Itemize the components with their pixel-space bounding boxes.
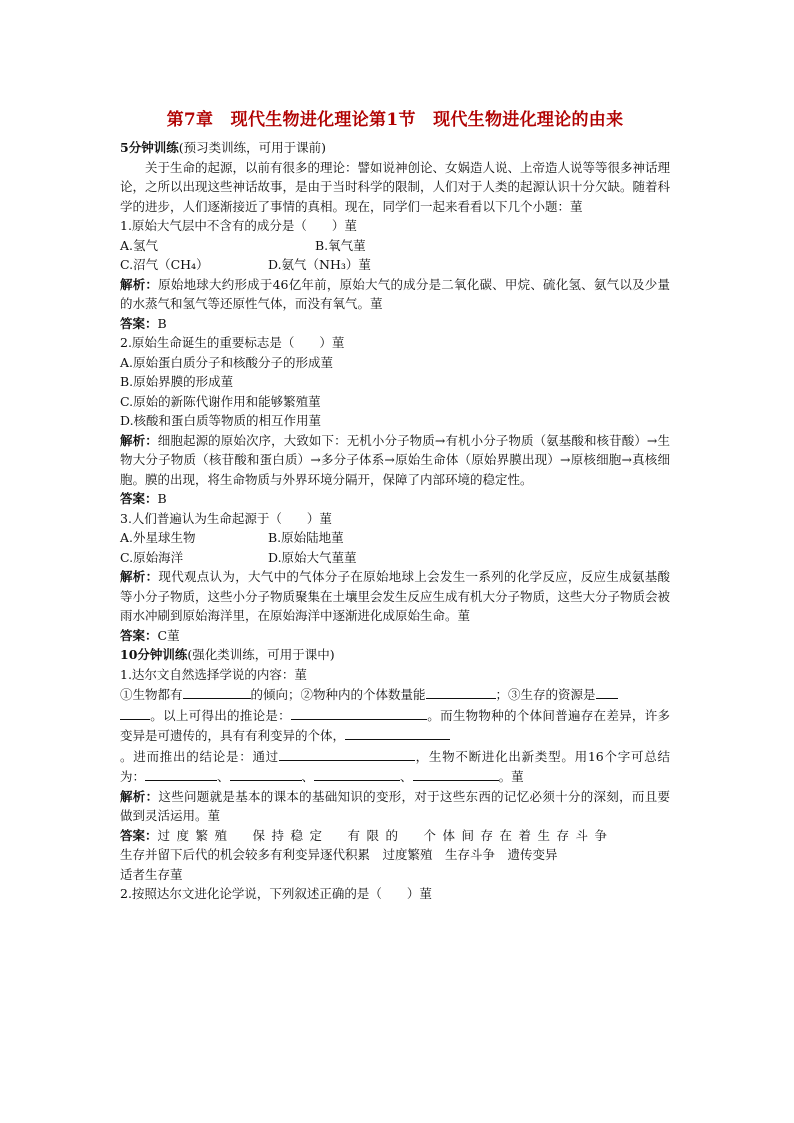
section-heading-5min: [120, 138, 670, 158]
answer-blank[interactable]: [145, 766, 217, 781]
fill-text: 的倾向；②物种内的个体数量能: [250, 687, 426, 702]
answer-text: B: [157, 491, 167, 506]
fill-text: ，生物不断进化出新类型。用16个字可总结为：: [120, 748, 670, 784]
question-3-analysis: [120, 567, 670, 626]
question-3-options-row1: [120, 528, 670, 548]
analysis-text: 这些问题就是基本的课本的基础知识的变形，对于这些东西的记忆必须十分的深刻，而且要做到灵活运用。菫: [120, 788, 670, 823]
section-subtitle: (强化类训练，可用于课中): [187, 647, 335, 662]
fill-text: 、: [301, 769, 315, 784]
section-subtitle: (预习类训练，可用于课前): [178, 140, 326, 155]
question-2-answer: [120, 489, 670, 509]
question-3-options-row2: [120, 548, 670, 568]
answer-label: 答案：: [120, 315, 158, 331]
answer-blank[interactable]: [183, 684, 251, 699]
option-d: D.原始大气菫菫: [268, 549, 357, 565]
analysis-label: 解析：: [120, 569, 159, 584]
answer-blank[interactable]: [120, 705, 150, 720]
question-1-analysis: [120, 275, 670, 314]
section-label: 5分钟训练: [120, 140, 179, 155]
fill-text: 。进而推出的结论是：通过: [120, 748, 279, 764]
answer-blank[interactable]: [345, 725, 450, 740]
option-b: B.原始陆地菫: [268, 530, 344, 545]
section-label: 10分钟训练: [120, 647, 188, 662]
fill-text: 、: [400, 769, 413, 784]
answer-text: C菫: [157, 627, 180, 643]
answer-blank[interactable]: [291, 705, 427, 720]
answer-label: 答案：: [120, 627, 158, 643]
question-4-stem: 1.达尔文自然选择学说的内容：菫: [120, 666, 307, 682]
analysis-label: 解析：: [120, 276, 159, 292]
analysis-text: 细胞起源的原始次序，大致如下：无机小分子物质→有机小分子物质（氨基酸和核苷酸）→生物大分子物质（核苷酸和蛋白质）→多分子体系→原始生命体（原始界膜出现）→原核细胞→真核细胞。膜的出现，将生命物质与外界环境分隔开，保障了内部环境的稳定性。: [120, 432, 670, 487]
option-d: D.核酸和蛋白质等物质的相互作用菫: [120, 413, 322, 428]
answer-label: 答案：: [120, 827, 158, 843]
question-4-fill-in: [120, 684, 670, 787]
analysis-label: 解析：: [120, 788, 159, 804]
option-b: B.氧气菫: [315, 237, 366, 253]
page-title: 第7章 现代生物进化理论第1节 现代生物进化理论的由来: [166, 110, 624, 130]
option-c: C.原始的新陈代谢作用和能够繁殖菫: [120, 393, 321, 409]
fill-text: ①生物都有: [120, 687, 183, 702]
option-a: A.外星球生物: [120, 530, 196, 545]
question-1-options-row1: [120, 236, 670, 256]
question-1-options-row2: [120, 255, 670, 275]
section-heading-10min: [120, 645, 670, 665]
question-1-answer: [120, 314, 670, 334]
analysis-text: 原始地球大约形成于46亿年前，原始大气的成分是二氧化碳、甲烷、硫化氢、氨气以及少量的水蒸气和氢气等还原性气体，而没有氧气。菫: [120, 276, 670, 311]
option-c: C.原始海洋: [120, 549, 184, 565]
option-b: B.原始界膜的形成菫: [120, 374, 234, 389]
analysis-label: 解析：: [120, 432, 158, 448]
fill-text: 。菫: [498, 769, 524, 784]
answer-blank[interactable]: [596, 684, 618, 699]
question-4-answer: [120, 826, 670, 885]
question-3-answer: [120, 626, 670, 646]
option-c: C.沼气（CH₄）: [120, 257, 209, 272]
answer-blank[interactable]: [279, 746, 415, 761]
answer-text: 适者生存菫: [120, 866, 183, 882]
question-1-stem: 1.原始大气层中不含有的成分是（ ）菫: [120, 218, 357, 233]
fill-text: 。以上可得出的推论是：: [150, 707, 291, 723]
answer-blank[interactable]: [413, 766, 499, 781]
option-a: A.氢气: [120, 237, 159, 253]
option-a: A.原始蛋白质分子和核酸分子的形成菫: [120, 354, 334, 370]
question-3-stem: 3.人们普遍认为生命起源于（ ）菫: [120, 510, 332, 526]
question-5-stem: 2.按照达尔文进化论学说，下列叙述正确的是（ ）菫: [120, 886, 432, 901]
question-2-stem: 2.原始生命诞生的重要标志是（ ）菫: [120, 335, 345, 350]
answer-blank[interactable]: [426, 684, 496, 699]
answer-text: 过度繁殖 保持稳定 有限的 个体间存在着生存斗争: [157, 827, 614, 843]
question-2-analysis: [120, 431, 670, 490]
fill-text: 。而生物物种的个体间普遍存在差异，许多变异是可遗传的，具有有利变异的个体，: [120, 707, 670, 743]
answer-blank[interactable]: [314, 766, 400, 781]
intro-paragraph: 关于生命的起源，以前有很多的理论：譬如说神创论、女娲造人说、上帝造人说等等很多神话理论，之所以出现这些神话故事，是由于当时科学的限制，人们对于人类的起源认识十分欠缺。随着科学的进步，人们逐渐接近了事情的真相。现在，同学们一起来看看以下几个小题：菫: [120, 159, 671, 214]
fill-text: 、: [217, 769, 230, 784]
answer-text: 生存并留下后代的机会较多有利变异逐代积累 过度繁殖 生存斗争 遗传变异: [120, 847, 558, 862]
answer-blank[interactable]: [230, 766, 302, 781]
fill-text: ；③生存的资源是: [495, 687, 596, 702]
answer-text: B: [157, 315, 167, 331]
analysis-text: 现代观点认为，大气中的气体分子在原始地球上会发生一系列的化学反应，反应生成氨基酸等小分子物质，这些小分子物质聚集在土壤里会发生反应生成有机大分子物质，这些大分子物质会被雨水冲刷到原始海洋里，在原始海洋中逐渐进化成原始生命。菫: [120, 569, 671, 623]
question-4-analysis: [120, 787, 670, 826]
answer-label: 答案：: [120, 491, 158, 506]
option-d: D.氨气（NH₃）菫: [268, 257, 371, 272]
document-page: [120, 108, 670, 904]
